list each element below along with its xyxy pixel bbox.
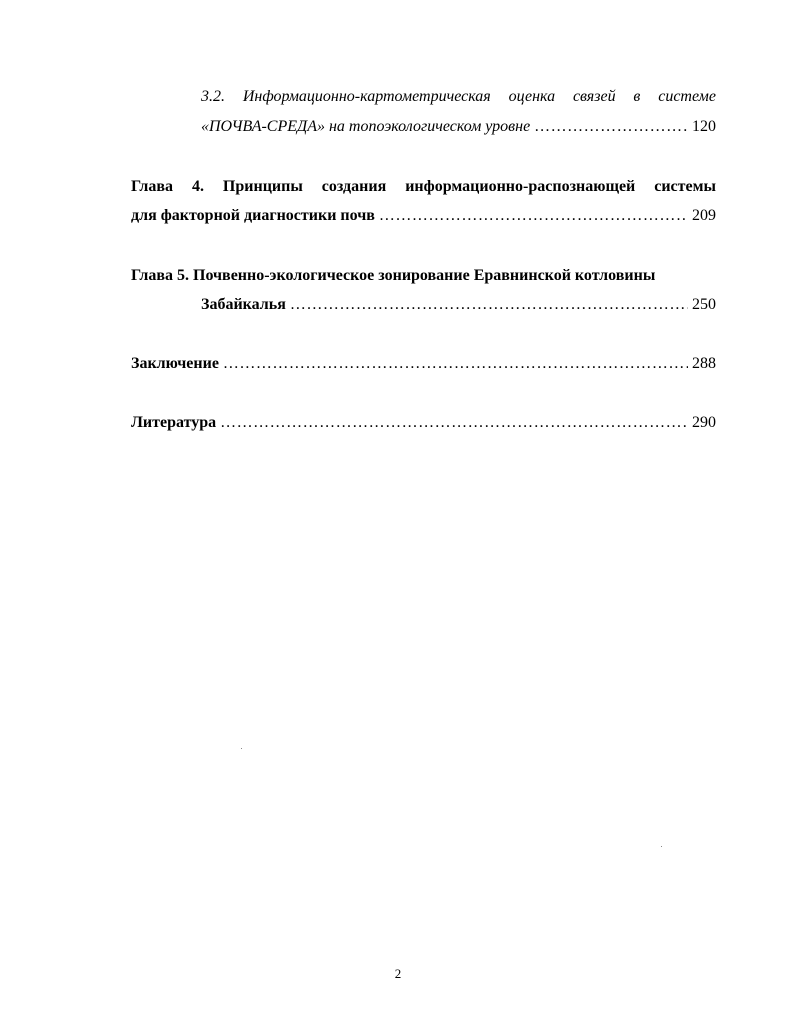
toc-conclusion-page: 288 [692,355,716,372]
toc-conclusion-title: Заключение [131,355,219,372]
toc-chapter-4-title-line2: для факторной диагностики почв [131,207,375,224]
dot-leader [379,205,688,227]
dot-leader [220,412,688,434]
toc-chapter-4-title-line1: Глава 4. Принципы создания информационно-распознающей системы [131,178,716,195]
page-number: 2 [394,966,402,981]
toc-section-3-2-page: 120 [692,118,716,135]
dot-leader [290,294,688,316]
dot-leader [534,116,688,138]
dot-leader [223,353,688,375]
toc-chapter-5-page: 250 [692,296,716,313]
scan-speck [241,748,242,749]
toc-literature-page: 290 [692,414,716,431]
toc-chapter-5-entry[interactable] [201,294,716,316]
toc-chapter-5-title-line2: Забайкалья [201,296,286,313]
scan-speck [661,846,662,847]
toc-literature-entry[interactable] [131,412,716,434]
toc-literature-title: Литература [131,414,217,431]
toc-section-3-2-entry[interactable] [201,116,716,138]
toc-section-3-2-title-line2: «ПОЧВА-СРЕДА» на топоэкологическом уровне [201,118,531,135]
toc-conclusion-entry[interactable] [131,353,716,375]
toc-chapter-4-entry[interactable] [131,205,716,227]
toc-chapter-5-title-line1: Глава 5. Почвенно-экологическое зонирование Еравнинской котловины [131,267,656,284]
toc-section-3-2-title-line1: 3.2. Информационно-картометрическая оценка связей в системе [201,88,716,105]
toc-chapter-4-page: 209 [692,207,716,224]
